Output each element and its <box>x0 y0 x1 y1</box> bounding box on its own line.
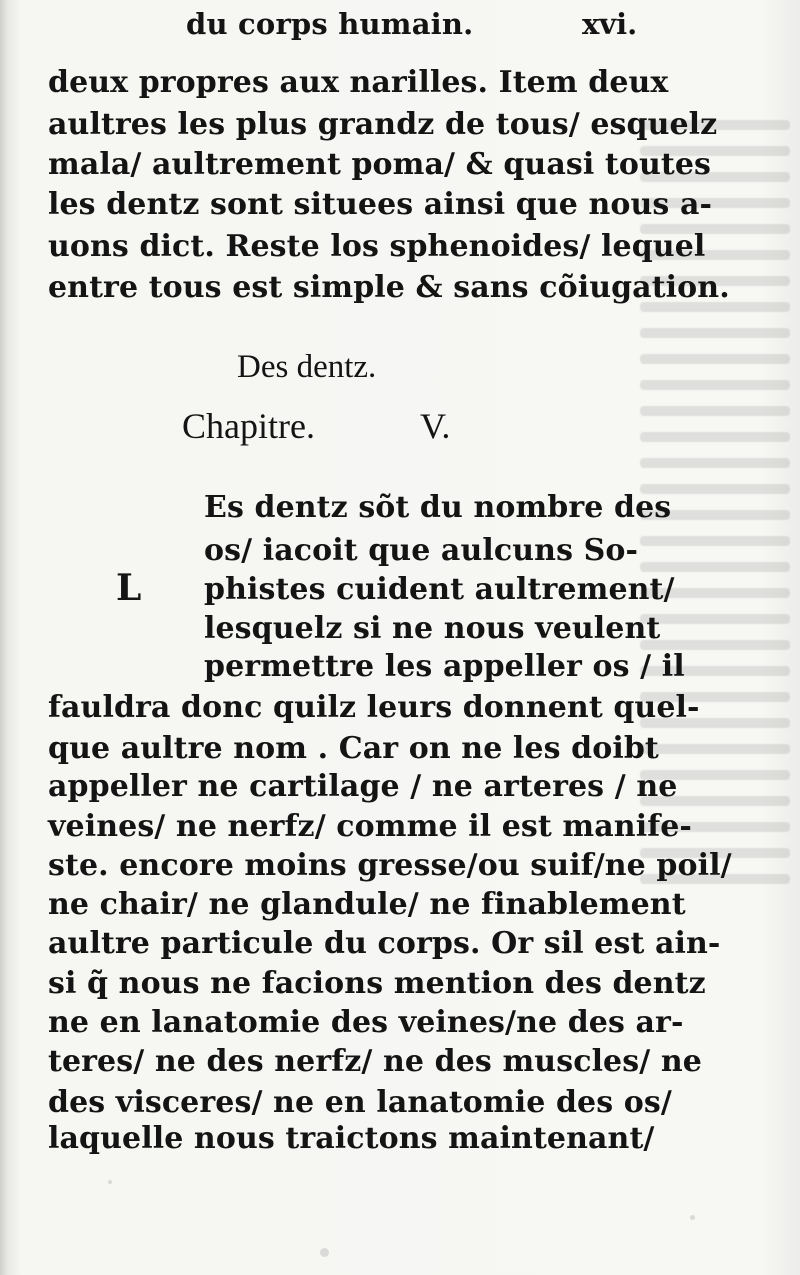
section-title: Des dentz. <box>237 349 377 385</box>
text-line: permettre les appeller os / il <box>204 649 685 684</box>
text-line: les dentz sont situees ainsi que nous a- <box>48 187 713 222</box>
text-line: lesquelz si ne nous veulent <box>204 611 661 646</box>
paper-speck <box>690 1215 695 1220</box>
text-line: fauldra donc quilz leurs donnent quel- <box>48 690 700 725</box>
text-line: teres/ ne des nerfz/ ne des muscles/ ne <box>48 1044 702 1079</box>
text-line: deux propres aux narilles. Item deux <box>48 65 669 100</box>
chapter-number: V. <box>420 406 451 446</box>
text-line: entre tous est simple & sans cõiugation. <box>48 270 730 305</box>
paper-speck <box>320 1248 329 1257</box>
text-line: ste. encore moins gresse/ou suif/ne poil/ <box>48 848 732 883</box>
running-title: du corps humain. <box>186 7 474 41</box>
marginal-letter: L <box>116 567 142 609</box>
text-line: phistes cuident aultrement/ <box>204 572 675 607</box>
folio-number: xvi. <box>582 7 638 41</box>
text-line: ne en lanatomie des veines/ne des ar- <box>48 1005 684 1040</box>
text-line: appeller ne cartilage / ne arteres / ne <box>48 769 678 804</box>
text-line: des visceres/ ne en lanatomie des os/ <box>48 1085 672 1120</box>
text-line: laquelle nous traictons maintenant/ <box>48 1121 655 1156</box>
text-line: ne chair/ ne glandule/ ne finablement <box>48 887 686 922</box>
text-line: os/ iacoit que aulcuns So- <box>204 533 639 568</box>
text-line: que aultre nom . Car on ne les doibt <box>48 731 659 766</box>
text-line: aultres les plus grandz de tous/ esquelz <box>48 107 718 142</box>
text-line: mala/ aultrement poma/ & quasi toutes <box>48 147 712 182</box>
text-line: Es dentz sõt du nombre des <box>204 490 672 525</box>
text-line: veines/ ne nerfz/ comme il est manife- <box>48 809 692 844</box>
text-line: aultre particule du corps. Or sil est ain- <box>48 926 721 961</box>
chapter-label: Chapitre. <box>182 406 315 446</box>
text-line: si q̃ nous ne facions mention des dentz <box>48 966 706 1001</box>
paper-speck <box>108 1180 112 1184</box>
text-line: uons dict. Reste los sphenoides/ lequel <box>48 229 706 264</box>
